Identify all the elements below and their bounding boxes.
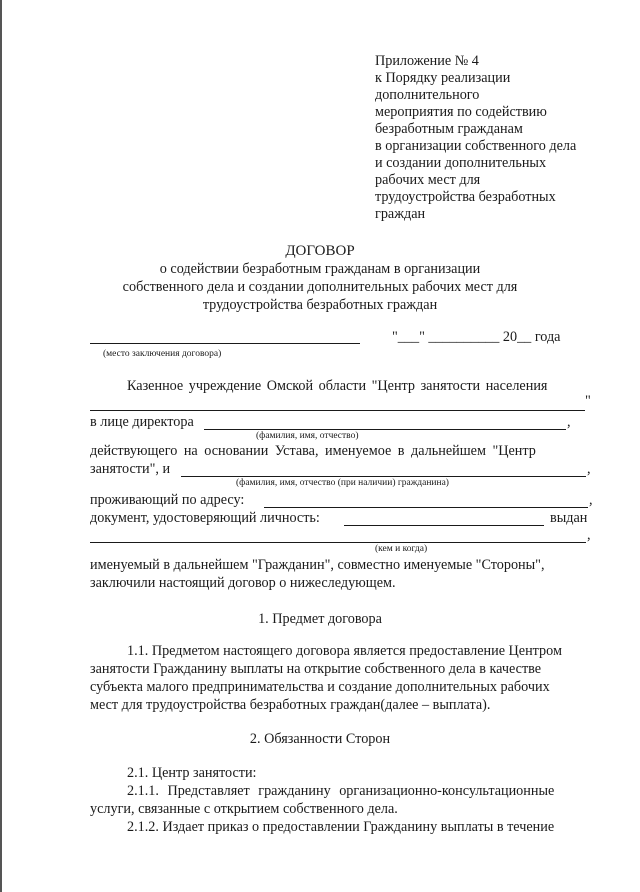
blank-line: [90, 410, 585, 411]
issued-label: выдан: [550, 510, 588, 526]
citizen-label: занятости", и: [90, 461, 171, 477]
document-subtitle-line: трудоустройства безработных граждан: [202, 297, 438, 313]
appendix-note: [375, 53, 576, 223]
paragraph-line: занятости Гражданину выплаты на открытие собственного дела в качестве: [90, 661, 542, 677]
address-label: проживающий по адресу:: [90, 492, 245, 508]
document-title: ДОГОВОР: [285, 243, 355, 259]
appendix-line: граждан: [375, 206, 426, 222]
appendix-line: и создании дополнительных: [375, 155, 547, 171]
paragraph-line: услуги, связанные с открытием собственного дела.: [90, 801, 398, 817]
appendix-line: к Порядку реализации: [375, 70, 511, 86]
paragraph-line: субъекта малого предпринимательства и создание дополнительных рабочих: [90, 679, 550, 695]
paragraph-line: мест для трудоустройства безработных граждан(далее – выплата).: [90, 697, 491, 713]
contract-date: "___" __________ 20__ года: [392, 329, 561, 345]
appendix-line: трудоустройства безработных: [375, 189, 556, 205]
place-blank: [90, 343, 360, 344]
quote-mark: ": [585, 393, 591, 409]
appendix-line: мероприятия по содействию: [375, 104, 547, 120]
comma: ,: [587, 527, 591, 543]
section-heading: 2. Обязанности Сторон: [249, 731, 391, 747]
paragraph-line: 2.1.1. Представляет гражданину организационно-консультационные: [127, 783, 555, 799]
paragraph-line: 1.1. Предметом настоящего договора является предоставление Центром: [127, 643, 562, 659]
comma: ,: [587, 461, 591, 477]
appendix-line: в организации собственного дела: [375, 138, 577, 154]
fio2-caption: (фамилия, имя, отчество (при наличии) гражданина): [236, 478, 449, 488]
id-document-blank: [344, 525, 544, 526]
document-subtitle-line: о содействии безработным гражданам в организации: [159, 261, 481, 277]
page-edge: [0, 0, 2, 892]
comma: ,: [567, 414, 571, 430]
section-heading: 1. Предмет договора: [258, 611, 382, 627]
party-intro-line: Казенное учреждение Омской области "Центр занятости населения: [127, 378, 548, 394]
basis-line: действующего на основании Устава, именуемое в дальнейшем "Центр: [90, 443, 536, 459]
comma: ,: [589, 492, 593, 508]
issued-blank: [90, 542, 586, 543]
appendix-line: дополнительного: [375, 87, 480, 103]
concluded-line: заключили настоящий договор о нижеследующем.: [90, 575, 396, 591]
address-blank: [264, 507, 588, 508]
appendix-line: безработным гражданам: [375, 121, 523, 137]
id-document-label: документ, удостоверяющий личность:: [90, 510, 320, 526]
director-blank: [204, 429, 566, 430]
appendix-line: Приложение № 4: [375, 53, 479, 69]
citizen-named-line: именуемый в дальнейшем "Гражданин", совместно именуемые "Стороны",: [90, 557, 545, 573]
paragraph-line: 2.1.2. Издает приказ о предоставлении Гражданину выплаты в течение: [127, 819, 555, 835]
director-label: в лице директора: [90, 414, 194, 430]
citizen-blank: [181, 476, 586, 477]
fio-caption: (фамилия, имя, отчество): [256, 431, 359, 441]
place-caption: (место заключения договора): [103, 349, 222, 359]
issued-caption: (кем и когда): [375, 544, 428, 554]
paragraph-line: 2.1. Центр занятости:: [127, 765, 257, 781]
document-subtitle-line: собственного дела и создании дополнительных рабочих мест для: [122, 279, 518, 295]
appendix-line: рабочих мест для: [375, 172, 481, 188]
